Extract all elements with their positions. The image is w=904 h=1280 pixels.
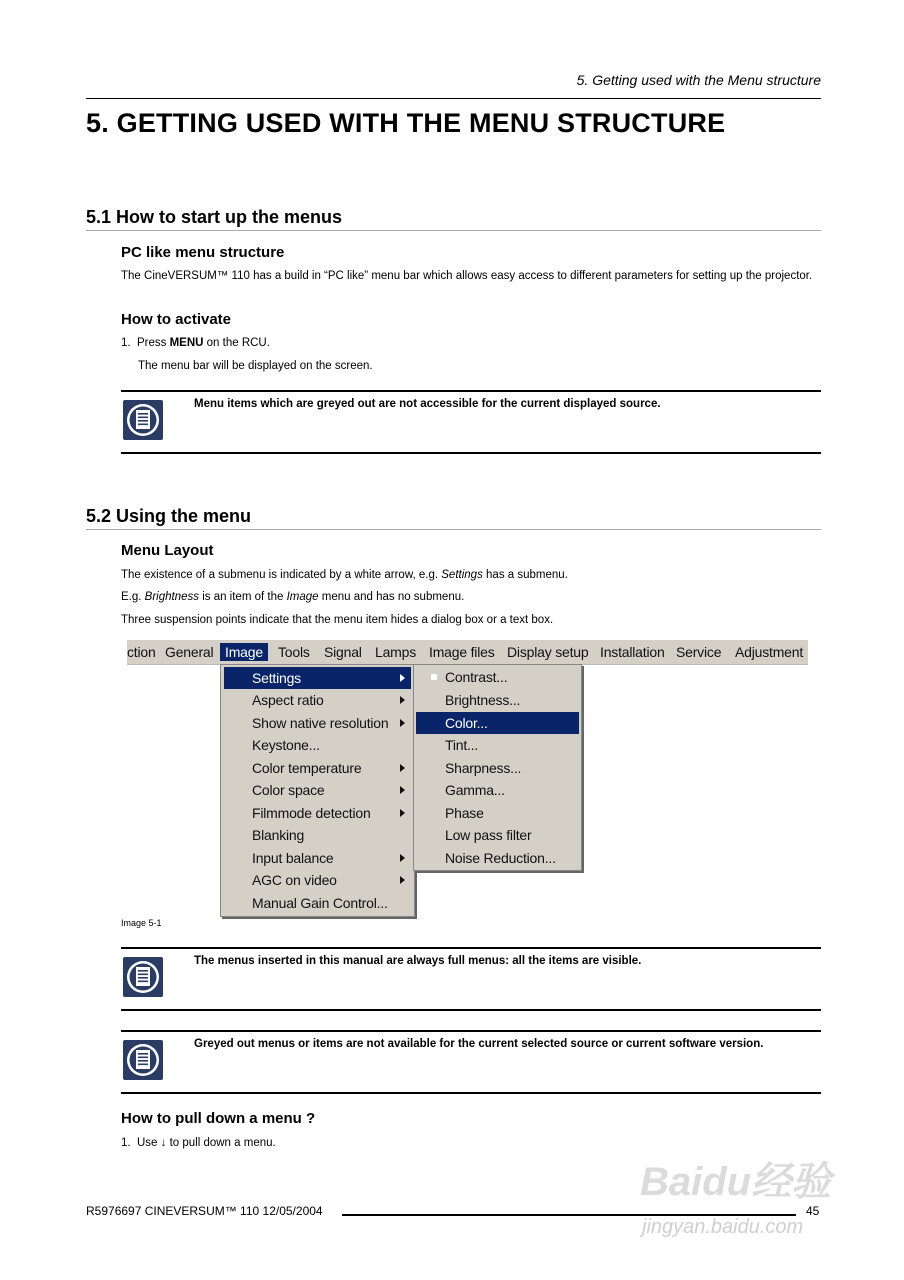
page-number: 45 bbox=[806, 1204, 820, 1218]
item-label: Settings bbox=[252, 670, 301, 686]
menu-bar-item-display-setup[interactable]: Display setup bbox=[507, 644, 589, 660]
pc-like-paragraph: The CineVERSUM™ 110 has a build in “PC like” menu bar which allows easy access to different parameters for setting up the projector. bbox=[121, 270, 813, 282]
step-text-pre: Press bbox=[136, 337, 170, 349]
note-icon bbox=[123, 957, 163, 997]
footer-rule bbox=[342, 1214, 796, 1216]
subsection-pull-down-title: How to pull down a menu ? bbox=[121, 1110, 316, 1127]
item-label: Noise Reduction... bbox=[445, 850, 556, 866]
submenu-arrow-icon bbox=[400, 809, 405, 817]
dropdown-item-color-space[interactable] bbox=[224, 779, 411, 801]
item-label: Show native resolution bbox=[252, 715, 389, 731]
submenu-arrow-icon bbox=[400, 674, 405, 682]
running-head: 5. Getting used with the Menu structure bbox=[576, 72, 821, 88]
dropdown-item-color-temperature[interactable] bbox=[224, 757, 411, 779]
note-icon bbox=[123, 400, 163, 440]
subsection-pc-like-title: PC like menu structure bbox=[121, 244, 285, 261]
item-label: Brightness... bbox=[445, 692, 521, 708]
image-dropdown-menu bbox=[220, 664, 415, 917]
submenu-arrow-icon bbox=[400, 696, 405, 704]
layout-paragraph-2 bbox=[121, 590, 821, 604]
item-label: Aspect ratio bbox=[252, 692, 324, 708]
text: menu and has no submenu. bbox=[318, 591, 465, 603]
menu-bar-item-lamps[interactable]: Lamps bbox=[375, 644, 417, 660]
menu-bar bbox=[127, 640, 808, 665]
submenu-item-contrast[interactable] bbox=[416, 666, 579, 688]
section-5-2-title: 5.2 Using the menu bbox=[86, 506, 252, 526]
item-label: Gamma... bbox=[445, 782, 505, 798]
menu-bar-item-installation[interactable]: Installation bbox=[600, 644, 665, 660]
item-label: Keystone... bbox=[252, 737, 320, 753]
submenu-item-phase[interactable] bbox=[416, 802, 579, 824]
step-text: Use ↓ to pull down a menu. bbox=[136, 1137, 276, 1149]
dropdown-item-blanking[interactable] bbox=[224, 824, 411, 846]
text: The existence of a submenu is indicated by a white arrow, e.g. bbox=[121, 569, 442, 581]
note-box bbox=[121, 947, 821, 1011]
dropdown-item-settings[interactable] bbox=[224, 667, 411, 689]
step-number: 1. bbox=[121, 337, 131, 349]
item-label: Color temperature bbox=[252, 760, 362, 776]
submenu-arrow-icon bbox=[400, 764, 405, 772]
dropdown-item-filmmode-detection[interactable] bbox=[224, 802, 411, 824]
submenu-item-gamma[interactable] bbox=[416, 779, 579, 801]
submenu-arrow-icon bbox=[400, 876, 405, 884]
watermark-logo: Baidu经验 bbox=[640, 1160, 832, 1204]
text-italic: Image bbox=[286, 591, 319, 603]
step-text-post: on the RCU. bbox=[203, 337, 270, 349]
submenu-item-noise-reduction[interactable] bbox=[416, 847, 579, 869]
item-label: AGC on video bbox=[252, 872, 337, 888]
submenu-item-tint[interactable] bbox=[416, 734, 579, 756]
submenu-arrow-icon bbox=[400, 719, 405, 727]
header-rule bbox=[86, 98, 821, 99]
settings-submenu bbox=[413, 664, 582, 871]
dropdown-item-input-balance[interactable] bbox=[224, 847, 411, 869]
item-label: Filmmode detection bbox=[252, 805, 371, 821]
pull-down-step-1 bbox=[121, 1136, 821, 1150]
dropdown-item-agc-on-video[interactable] bbox=[224, 869, 411, 891]
note-text: Menu items which are greyed out are not accessible for the current displayed source. bbox=[194, 398, 661, 410]
layout-paragraph-1 bbox=[121, 568, 821, 582]
text: has a submenu. bbox=[482, 569, 568, 581]
text-italic: Settings bbox=[441, 569, 483, 581]
submenu-item-brightness[interactable] bbox=[416, 689, 579, 711]
image-caption: Image 5-1 bbox=[121, 918, 162, 928]
section-5-1-title: 5.1 How to start up the menus bbox=[86, 207, 343, 227]
text: is an item of the bbox=[199, 591, 287, 603]
layout-paragraph-3: Three suspension points indicate that the menu item hides a dialog box or a text box. bbox=[121, 614, 554, 626]
menu-bar-item-image[interactable]: Image bbox=[220, 643, 268, 661]
text: E.g. bbox=[121, 591, 145, 603]
submenu-arrow-icon bbox=[400, 786, 405, 794]
menu-bar-item-service[interactable]: Service bbox=[676, 644, 722, 660]
note-text: Greyed out menus or items are not available for the current selected source or current software version. bbox=[194, 1038, 764, 1050]
menu-bar-item-adjustment[interactable]: Adjustment bbox=[735, 644, 804, 660]
menu-bar-item-tools[interactable]: Tools bbox=[278, 644, 310, 660]
section-rule bbox=[86, 529, 821, 530]
item-label: Blanking bbox=[252, 827, 305, 843]
menu-bar-item-general[interactable]: General bbox=[165, 644, 214, 660]
watermark-url: jingyan.baidu.com bbox=[642, 1216, 804, 1238]
item-label: Contrast... bbox=[445, 669, 508, 685]
item-label: Sharpness... bbox=[445, 760, 522, 776]
dropdown-item-keystone[interactable] bbox=[224, 734, 411, 756]
submenu-item-sharpness[interactable] bbox=[416, 757, 579, 779]
menu-key: MENU bbox=[169, 337, 204, 349]
dropdown-item-show-native-resolution[interactable] bbox=[224, 712, 411, 734]
section-rule bbox=[86, 230, 821, 231]
menu-bar-item-signal[interactable]: Signal bbox=[324, 644, 362, 660]
note-icon bbox=[123, 1040, 163, 1080]
item-label: Manual Gain Control... bbox=[252, 895, 388, 911]
menu-bar-item[interactable]: ction bbox=[127, 644, 156, 660]
step-number: 1. bbox=[121, 1137, 131, 1149]
note-text: The menus inserted in this manual are always full menus: all the items are visible. bbox=[194, 955, 642, 967]
dropdown-item-manual-gain-control[interactable] bbox=[224, 892, 411, 914]
item-label: Input balance bbox=[252, 850, 334, 866]
note-box bbox=[121, 390, 821, 454]
submenu-item-low-pass-filter[interactable] bbox=[416, 824, 579, 846]
chapter-title: 5. GETTING USED WITH THE MENU STRUCTURE bbox=[86, 108, 726, 138]
item-label: Color... bbox=[445, 715, 488, 731]
subsection-menu-layout-title: Menu Layout bbox=[121, 542, 214, 559]
item-label: Phase bbox=[445, 805, 484, 821]
text-italic: Brightness bbox=[144, 591, 199, 603]
submenu-arrow-icon bbox=[400, 854, 405, 862]
activate-step-result: The menu bar will be displayed on the screen. bbox=[138, 360, 373, 372]
dropdown-item-aspect-ratio[interactable] bbox=[224, 689, 411, 711]
item-label: Color space bbox=[252, 782, 325, 798]
subsection-activate-title: How to activate bbox=[121, 311, 232, 328]
activate-step-1 bbox=[121, 336, 821, 350]
item-label: Low pass filter bbox=[445, 827, 532, 843]
check-mark-icon bbox=[431, 674, 437, 680]
submenu-item-color[interactable] bbox=[416, 712, 579, 734]
menu-bar-item-image-files[interactable]: Image files bbox=[429, 644, 495, 660]
footer-doc-id: R5976697 CINEVERSUM™ 110 12/05/2004 bbox=[86, 1204, 323, 1218]
note-box bbox=[121, 1030, 821, 1094]
item-label: Tint... bbox=[445, 737, 479, 753]
